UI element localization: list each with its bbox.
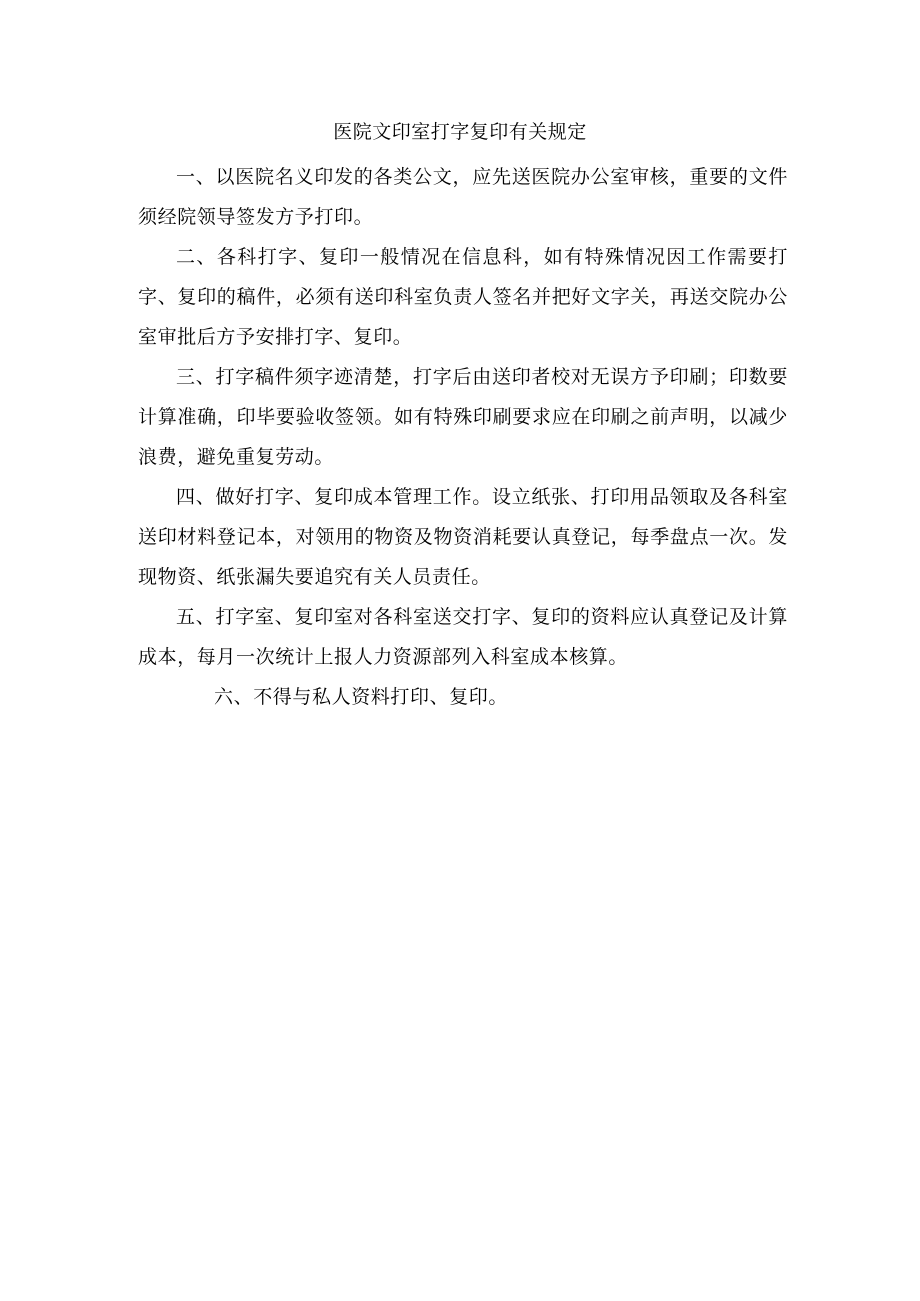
paragraph-3: 三、打字稿件须字迹清楚，打字后由送印者校对无误方予印刷；印数要计算准确，印毕要验收签领。如有特殊印刷要求应在印刷之前声明，以减少浪费，避免重复劳动。 — [138, 366, 788, 468]
paragraph-4: 四、做好打字、复印成本管理工作。设立纸张、打印用品领取及各科室送印材料登记本，对领用的物资及物资消耗要认真登记，每季盘点一次。发现物资、纸张漏失要追究有关人员责任。 — [138, 486, 788, 588]
paragraph-6: 六、不得与私人资料打印、复印。 — [214, 686, 509, 708]
paragraph-1: 一、以医院名义印发的各类公文，应先送医院办公室审核，重要的文件须经院领导签发方予打印。 — [138, 166, 788, 228]
paragraph-2: 二、各科打字、复印一般情况在信息科，如有特殊情况因工作需要打字、复印的稿件，必须有送印科室负责人签名并把好文字关，再送交院办公室审批后方予安排打字、复印。 — [138, 246, 788, 348]
document-body — [138, 157, 788, 717]
paragraph-5: 五、打字室、复印室对各科室送交打字、复印的资料应认真登记及计算成本，每月一次统计上报人力资源部列入科室成本核算。 — [138, 606, 788, 668]
document-title: 医院文印室打字复印有关规定 — [333, 121, 587, 143]
